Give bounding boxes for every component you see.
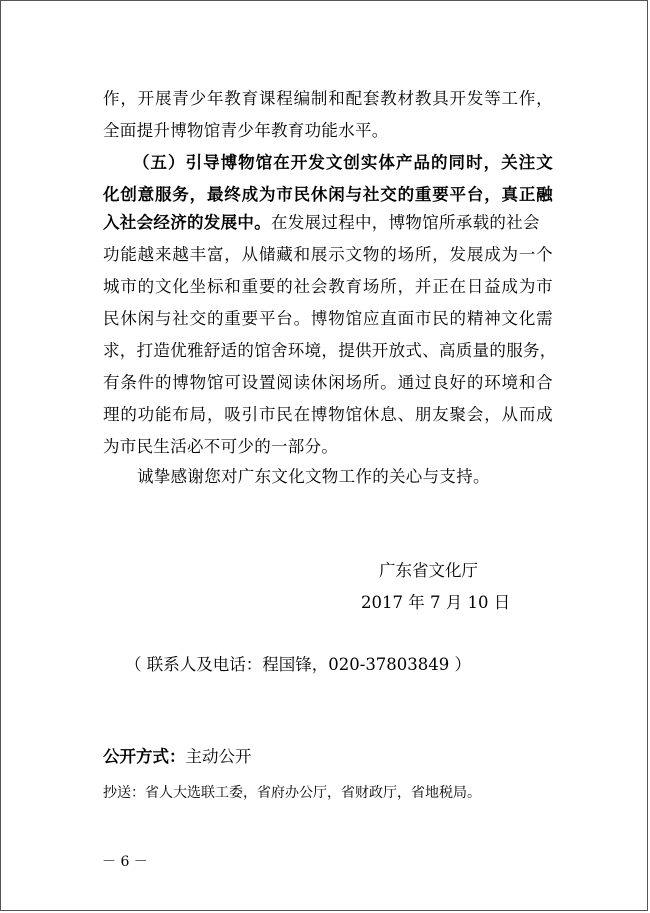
thanks-line: 诚挚感谢您对广东文化文物工作的关心与支持。: [137, 467, 490, 486]
paragraph2-heading-line-1: （五）引导博物馆在开发文创实体产品的同时，关注文: [133, 153, 553, 172]
paragraph2-line-9: 理的功能布局，吸引市民在博物馆休息、朋友聚会，从而成: [103, 405, 553, 424]
signature-date: 2017 年 7 月 10 日: [361, 593, 511, 612]
paragraph1-line-2: 全面提升博物馆青少年教育功能水平。: [103, 121, 389, 140]
disclosure-value: 主动公开: [185, 747, 252, 766]
paragraph2-line-10: 为市民生活必不可少的一部分。: [103, 437, 339, 456]
paragraph2-heading-end: 入社会经济的发展中。: [103, 213, 271, 232]
paragraph2-heading-line-2: 化创意服务，最终成为市民休闲与社交的重要平台，真正融: [103, 185, 553, 204]
page-number: － 6 －: [102, 854, 148, 870]
paragraph2-line-3: [103, 213, 553, 233]
paragraph2-line-3-rest: 在发展过程中，博物馆所承载的社会: [271, 213, 540, 232]
cc-line: 抄送：省人大选联工委，省府办公厅，省财政厅，省地税局。: [103, 785, 481, 801]
contact-info: （ 联系人及电话：程国锋，020-37803849 ）: [125, 655, 472, 674]
paragraph2-line-8: 有条件的博物馆可设置阅读休闲场所。通过良好的环境和合: [103, 373, 553, 392]
paragraph2-line-5: 城市的文化坐标和重要的社会教育场所，并正在日益成为市: [103, 277, 553, 296]
signature-org: 广东省文化厅: [379, 561, 478, 580]
disclosure-label: 公开方式：: [103, 747, 186, 766]
paragraph2-line-7: 求，打造优雅舒适的馆舍环境，提供开放式、高质量的服务，: [103, 341, 557, 360]
paragraph2-line-4: 功能越来越丰富，从储藏和展示文物的场所，发展成为一个: [103, 245, 553, 264]
disclosure-row: [103, 747, 252, 767]
paragraph2-line-6: 民休闲与社交的重要平台。博物馆应直面市民的精神文化需: [103, 309, 553, 328]
paragraph1-line-1: 作，开展青少年教育课程编制和配套教材教具开发等工作，: [103, 89, 553, 108]
